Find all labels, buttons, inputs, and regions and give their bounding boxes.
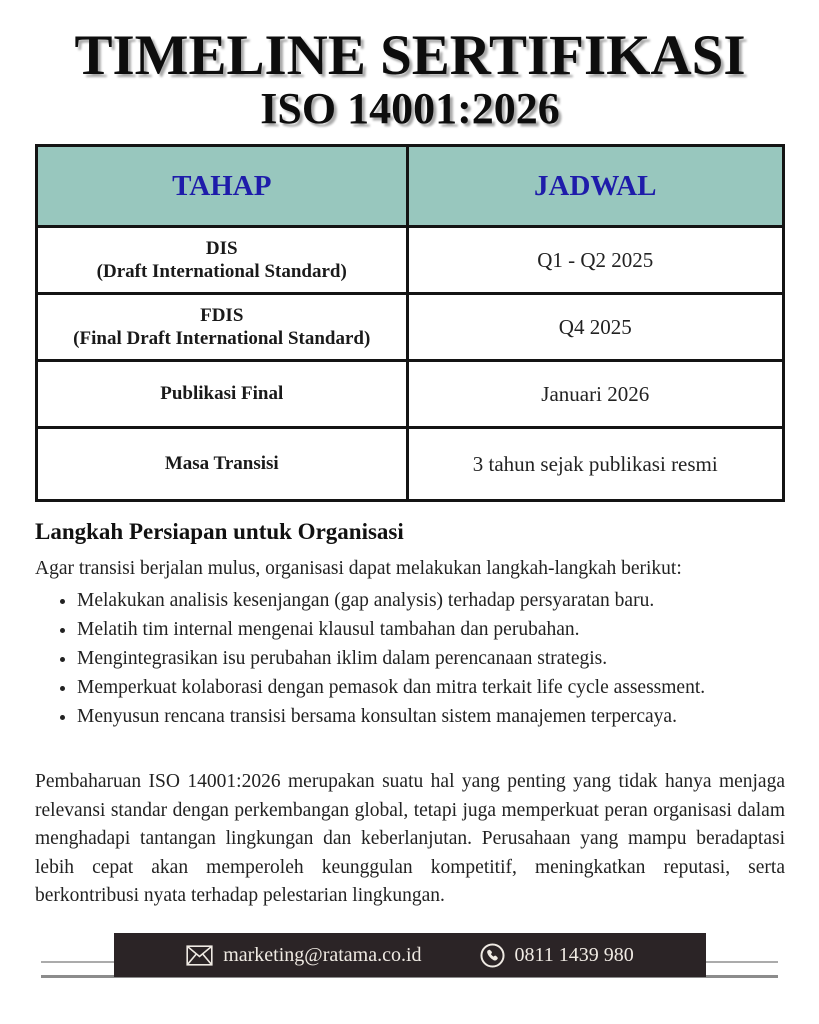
cell-tahap [37,361,408,428]
closing-paragraph: Pembaharuan ISO 14001:2026 merupakan suatu hal yang penting yang tidak hanya menjaga relevansi standar dengan perkembangan global, tetapi juga memperkuat peran organisasi dalam menghadapi tantangan lingkungan dan keberlanjutan. Perusahaan yang mampu beradaptasi lebih cepat akan memperoleh keunggulan kompetitif, meningkatkan reputasi, serta berkontribusi nyata terhadap pelestarian lingkungan. [35,771,785,907]
cell-jadwal: Q4 2025 [407,294,784,361]
tahap-sub: (Final Draft International Standard) [73,328,371,350]
list-item: • Menyusun rencana transisi bersama konsultan sistem manajemen terpercaya. [77,702,785,731]
column-header-jadwal: JADWAL [407,146,784,227]
column-header-tahap: TAHAP [37,146,408,227]
tahap-main: DIS [205,237,238,259]
table-header-row [37,146,784,227]
tahap-main: FDIS [200,304,244,326]
phone-text: 0811 1439 980 [514,943,634,966]
envelope-icon [186,945,213,966]
cell-tahap [37,294,408,361]
email-contact [186,944,421,967]
page-subtitle: ISO 14001:2026 [260,84,560,134]
cell-jadwal: 3 tahun sejak publikasi resmi [407,428,784,501]
phone-contact [480,943,634,968]
page-title: TIMELINE SERTIFIKASI [74,24,746,87]
email-text: marketing@ratama.co.id [223,943,422,966]
footer-contact-bar [114,933,706,977]
cell-jadwal: Q1 - Q2 2025 [407,227,784,294]
list-item: • Memperkuat kolaborasi dengan pemasok dan mitra terkait life cycle assessment. [77,673,785,702]
list-item: • Melakukan analisis kesenjangan (gap analysis) terhadap persyaratan baru. [77,586,785,615]
footer [0,933,819,983]
list-item: • Melatih tim internal mengenai klausul tambahan dan perubahan. [77,615,785,644]
tahap-sub: (Draft International Standard) [96,261,347,283]
tahap-main: Masa Transisi [164,453,279,475]
title-block [35,0,785,134]
section-heading: Langkah Persiapan untuk Organisasi [35,519,404,545]
table-row [37,294,784,361]
preparation-steps-list [35,586,785,731]
list-item: • Mengintegrasikan isu perubahan iklim dalam perencanaan strategis. [77,644,785,673]
cell-jadwal: Januari 2026 [407,361,784,428]
section-intro: Agar transisi berjalan mulus, organisasi dapat melakukan langkah-langkah berikut: [35,558,682,580]
phone-circle-icon [480,943,505,968]
table-row [37,227,784,294]
cell-tahap [37,227,408,294]
tahap-main: Publikasi Final [160,383,284,405]
timeline-table [35,144,785,502]
table-row [37,361,784,428]
table-row [37,428,784,501]
cell-tahap [37,428,408,501]
